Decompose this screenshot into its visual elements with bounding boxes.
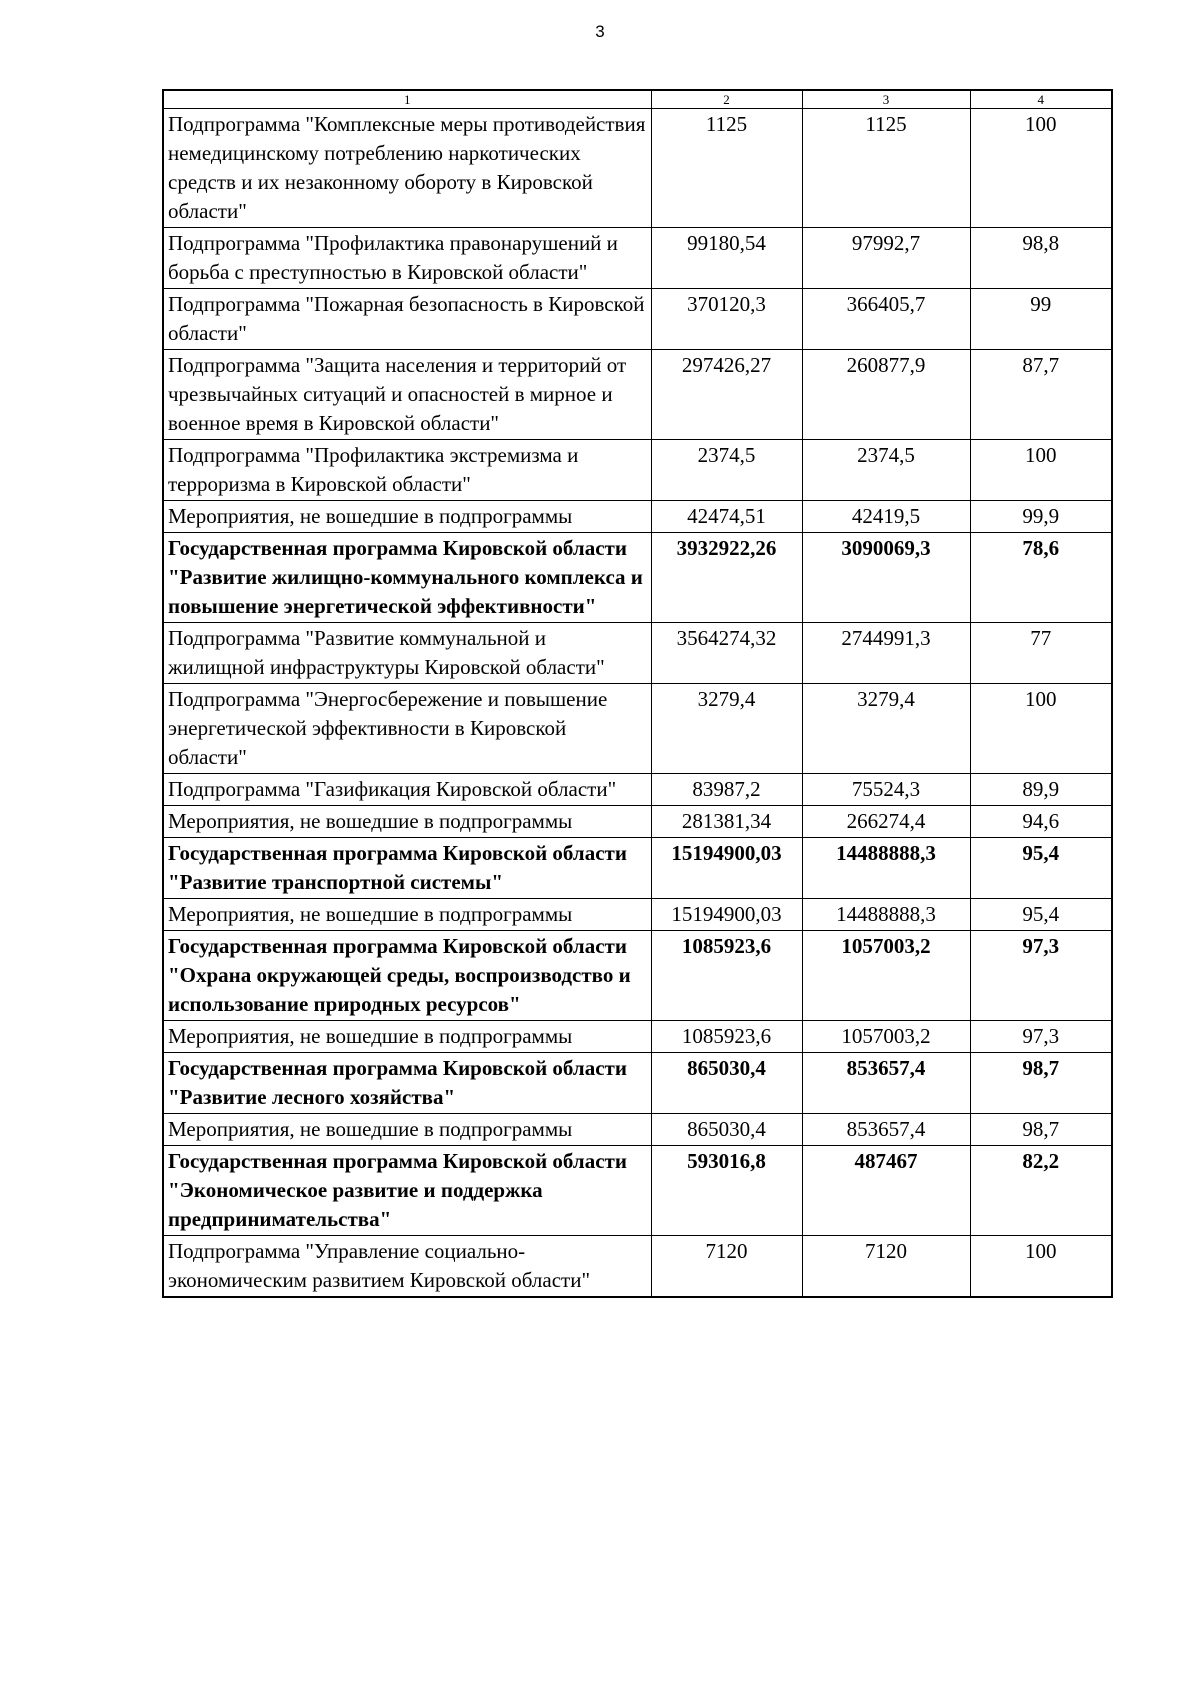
percent-cell: 100 [970,1236,1112,1298]
program-name-cell: Подпрограмма "Управление социально-экономическим развитием Кировской области" [163,1236,651,1298]
percent-cell: 98,8 [970,228,1112,289]
planned-amount-cell: 7120 [651,1236,802,1298]
actual-amount-cell: 7120 [802,1236,970,1298]
table-row [163,109,1112,228]
table-row [163,899,1112,931]
column-header: 1 [163,90,651,109]
actual-amount-cell: 487467 [802,1146,970,1236]
planned-amount-cell: 1085923,6 [651,1021,802,1053]
planned-amount-cell: 99180,54 [651,228,802,289]
actual-amount-cell: 266274,4 [802,806,970,838]
column-header: 3 [802,90,970,109]
budget-table [162,89,1113,1298]
percent-cell: 78,6 [970,533,1112,623]
actual-amount-cell: 3279,4 [802,684,970,774]
actual-amount-cell: 75524,3 [802,774,970,806]
actual-amount-cell: 14488888,3 [802,838,970,899]
planned-amount-cell: 370120,3 [651,289,802,350]
table-row [163,289,1112,350]
table-row [163,838,1112,899]
table-row [163,623,1112,684]
program-name-cell: Государственная программа Кировской области "Экономическое развитие и поддержка предпринимательства" [163,1146,651,1236]
actual-amount-cell: 42419,5 [802,501,970,533]
actual-amount-cell: 853657,4 [802,1114,970,1146]
actual-amount-cell: 2374,5 [802,440,970,501]
program-name-cell: Подпрограмма "Профилактика правонарушений и борьба с преступностью в Кировской области" [163,228,651,289]
program-name-cell: Государственная программа Кировской области "Развитие транспортной системы" [163,838,651,899]
planned-amount-cell: 593016,8 [651,1146,802,1236]
program-name-cell: Государственная программа Кировской области "Охрана окружающей среды, воспроизводство и использование природных ресурсов" [163,931,651,1021]
table-row [163,350,1112,440]
percent-cell: 100 [970,684,1112,774]
actual-amount-cell: 2744991,3 [802,623,970,684]
planned-amount-cell: 15194900,03 [651,838,802,899]
actual-amount-cell: 14488888,3 [802,899,970,931]
actual-amount-cell: 1125 [802,109,970,228]
table-row [163,684,1112,774]
table-row [163,1053,1112,1114]
program-name-cell: Подпрограмма "Газификация Кировской области" [163,774,651,806]
percent-cell: 87,7 [970,350,1112,440]
program-name-cell: Государственная программа Кировской области "Развитие лесного хозяйства" [163,1053,651,1114]
planned-amount-cell: 2374,5 [651,440,802,501]
table-row [163,501,1112,533]
table-row [163,1146,1112,1236]
table-row [163,806,1112,838]
table-row [163,228,1112,289]
program-name-cell: Подпрограмма "Развитие коммунальной и жилищной инфраструктуры Кировской области" [163,623,651,684]
actual-amount-cell: 1057003,2 [802,1021,970,1053]
percent-cell: 82,2 [970,1146,1112,1236]
program-name-cell: Мероприятия, не вошедшие в подпрограммы [163,899,651,931]
actual-amount-cell: 97992,7 [802,228,970,289]
program-name-cell: Мероприятия, не вошедшие в подпрограммы [163,1114,651,1146]
percent-cell: 98,7 [970,1114,1112,1146]
percent-cell: 89,9 [970,774,1112,806]
program-name-cell: Подпрограмма "Пожарная безопасность в Кировской области" [163,289,651,350]
actual-amount-cell: 1057003,2 [802,931,970,1021]
planned-amount-cell: 281381,34 [651,806,802,838]
percent-cell: 98,7 [970,1053,1112,1114]
table-row [163,1021,1112,1053]
table-row [163,440,1112,501]
header-row [163,90,1112,109]
planned-amount-cell: 3564274,32 [651,623,802,684]
percent-cell: 99 [970,289,1112,350]
percent-cell: 95,4 [970,838,1112,899]
percent-cell: 100 [970,440,1112,501]
actual-amount-cell: 853657,4 [802,1053,970,1114]
table-row [163,1236,1112,1298]
planned-amount-cell: 865030,4 [651,1114,802,1146]
table-row [163,774,1112,806]
planned-amount-cell: 42474,51 [651,501,802,533]
actual-amount-cell: 3090069,3 [802,533,970,623]
program-name-cell: Подпрограмма "Защита населения и территорий от чрезвычайных ситуаций и опасностей в мирное и военное время в Кировской области" [163,350,651,440]
percent-cell: 77 [970,623,1112,684]
percent-cell: 100 [970,109,1112,228]
percent-cell: 99,9 [970,501,1112,533]
page-number: 3 [595,22,605,41]
planned-amount-cell: 3279,4 [651,684,802,774]
planned-amount-cell: 1125 [651,109,802,228]
table-row [163,533,1112,623]
column-header: 2 [651,90,802,109]
column-header: 4 [970,90,1112,109]
actual-amount-cell: 260877,9 [802,350,970,440]
program-name-cell: Государственная программа Кировской области "Развитие жилищно-коммунального комплекса и повышение энергетической эффективности" [163,533,651,623]
planned-amount-cell: 3932922,26 [651,533,802,623]
actual-amount-cell: 366405,7 [802,289,970,350]
table-row [163,1114,1112,1146]
percent-cell: 97,3 [970,931,1112,1021]
table-row [163,931,1112,1021]
planned-amount-cell: 83987,2 [651,774,802,806]
percent-cell: 95,4 [970,899,1112,931]
percent-cell: 94,6 [970,806,1112,838]
program-name-cell: Мероприятия, не вошедшие в подпрограммы [163,501,651,533]
program-name-cell: Мероприятия, не вошедшие в подпрограммы [163,1021,651,1053]
planned-amount-cell: 865030,4 [651,1053,802,1114]
program-name-cell: Подпрограмма "Комплексные меры противодействия немедицинскому потреблению наркотических средств и их незаконному обороту в Кировской области" [163,109,651,228]
planned-amount-cell: 15194900,03 [651,899,802,931]
program-name-cell: Подпрограмма "Энергосбережение и повышение энергетической эффективности в Кировской области" [163,684,651,774]
planned-amount-cell: 297426,27 [651,350,802,440]
planned-amount-cell: 1085923,6 [651,931,802,1021]
program-name-cell: Подпрограмма "Профилактика экстремизма и терроризма в Кировской области" [163,440,651,501]
percent-cell: 97,3 [970,1021,1112,1053]
program-name-cell: Мероприятия, не вошедшие в подпрограммы [163,806,651,838]
